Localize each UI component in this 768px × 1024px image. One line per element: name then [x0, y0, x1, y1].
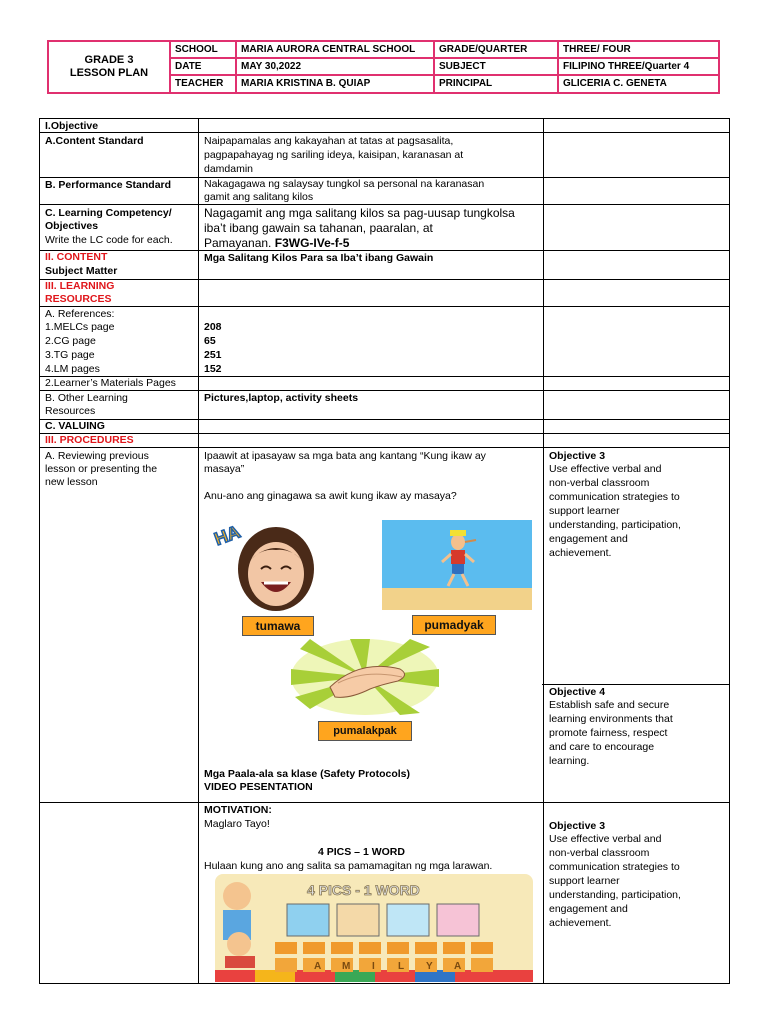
performance-standard-line: Nakagagawa ng salaysay tungkol sa personal na karanasan — [204, 178, 485, 190]
competency-line — [204, 236, 349, 251]
row-line — [40, 390, 729, 391]
objective-3-line: understanding, participation, — [549, 889, 681, 901]
reference-label: 2.CG page — [45, 335, 96, 347]
competency-line: Nagagamit ang mga salitang kilos sa pag-uusap tungkolsa — [204, 206, 515, 220]
game-letter: L — [398, 961, 405, 972]
objective-3-line: communication strategies to — [549, 491, 680, 503]
four-pics-one-word-picture — [215, 874, 533, 982]
laughing-picture — [206, 514, 346, 639]
header-table — [47, 40, 720, 94]
game-letter: A — [454, 961, 462, 972]
motivation-heading: MOTIVATION: — [204, 804, 272, 816]
subject-value: FILIPINO THREE/Quarter 4 — [557, 59, 718, 74]
competency-text: Pamayanan. — [204, 236, 272, 250]
resources-heading: RESOURCES — [45, 293, 112, 305]
lesson-plan-label: LESSON PLAN — [69, 67, 149, 79]
objective-4-line: learning. — [549, 755, 590, 767]
date-value: MAY 30,2022 — [235, 59, 433, 74]
row-line — [40, 433, 729, 434]
principal-key: PRINCIPAL — [433, 76, 557, 93]
content-standard-label: A.Content Standard — [45, 135, 144, 147]
objective-3-line: non-verbal classroom — [549, 847, 650, 859]
game-letter: M — [342, 961, 351, 972]
review-text: Ipaawit at ipasayaw sa mga bata ang kantang “Kung ikaw ay — [204, 450, 486, 462]
performance-standard-label: B. Performance Standard — [45, 179, 172, 191]
motivation-text: Maglaro Tayo! — [204, 818, 270, 830]
objective-3-line: achievement. — [549, 917, 612, 929]
col-divider-2 — [543, 119, 544, 983]
row-line — [40, 802, 729, 803]
pumalakpak-label: pumalakpak — [318, 721, 412, 741]
reference-label: 4.LM pages — [45, 363, 100, 375]
school-value: MARIA AURORA CENTRAL SCHOOL — [235, 42, 433, 57]
other-resources-label: B. Other Learning — [45, 392, 128, 404]
safety-protocols: Mga Paala-ala sa klase (Safety Protocols) — [204, 768, 411, 780]
stomping-picture — [382, 520, 532, 638]
row-line — [542, 684, 729, 685]
objective-3-line: Use effective verbal and — [549, 463, 662, 475]
reference-label: 1.MELCs page — [45, 321, 115, 333]
game-board-icon — [215, 874, 533, 982]
row-line — [40, 204, 729, 205]
objective-3-line: Use effective verbal and — [549, 833, 662, 845]
subject-matter: Mga Salitang Kilos Para sa Iba’t ibang Gawain — [204, 252, 434, 264]
objective-4-line: promote fairness, respect — [549, 727, 668, 739]
pumadyak-label: pumadyak — [412, 615, 496, 635]
row-line — [40, 306, 729, 307]
review-label: A. Reviewing previous — [45, 450, 149, 462]
clapping-picture — [290, 639, 440, 751]
objective-heading: I.Objective — [45, 120, 99, 132]
teacher-key: TEACHER — [175, 78, 224, 89]
game-letter: A — [314, 961, 322, 972]
date-key: DATE — [175, 61, 202, 72]
procedures-heading: III. PROCEDURES — [45, 434, 134, 446]
review-text: masaya” — [204, 463, 245, 475]
valuing-heading: C. VALUING — [45, 420, 105, 432]
content-heading: II. CONTENT — [45, 251, 108, 263]
grade-label: GRADE 3 — [84, 54, 134, 66]
references-label: A. References: — [45, 308, 115, 320]
grade-quarter-key: GRADE/QUARTER — [433, 42, 557, 57]
game-banner-text: 4 PICS - 1 WORD — [307, 882, 420, 898]
principal-value: GLICERIA C. GENETA — [557, 76, 718, 93]
game-title: 4 PICS – 1 WORD — [318, 846, 405, 858]
objective-4-line: Establish safe and secure — [549, 699, 670, 711]
reference-value: 65 — [204, 335, 216, 347]
game-letter: I — [372, 961, 375, 972]
competency-label: Objectives — [45, 220, 99, 232]
col-divider-1 — [198, 119, 199, 983]
grade-quarter-value: THREE/ FOUR — [557, 42, 718, 57]
lesson-plan-table — [39, 118, 730, 984]
reference-value: 251 — [204, 349, 222, 361]
content-standard-line: damdamin — [204, 163, 254, 175]
header-grid — [171, 42, 718, 92]
reference-label: 3.TG page — [45, 349, 95, 361]
review-label: lesson or presenting the — [45, 463, 158, 475]
competency-note: Write the LC code for each. — [45, 234, 173, 246]
objective-4-line: learning environments that — [549, 713, 673, 725]
header-row-teacher — [171, 76, 718, 93]
school-key: SCHOOL — [175, 44, 218, 55]
header-row-date — [171, 59, 718, 76]
objective-3-line: engagement and — [549, 903, 628, 915]
other-resources-label: Resources — [45, 405, 96, 417]
row-line — [40, 132, 729, 133]
content-standard-line: pagpapahayag ng sariling ideya, kaisipan, karanasan at — [204, 149, 464, 161]
row-line — [40, 250, 729, 251]
competency-label: C. Learning Competency/ — [45, 207, 172, 219]
row-line — [40, 419, 729, 420]
objective-3-line: support learner — [549, 505, 620, 517]
game-letter: Y — [426, 961, 433, 972]
ha-text: HA — [211, 521, 243, 550]
teacher-value: MARIA KRISTINA B. QUIAP — [235, 76, 433, 93]
reference-value: 208 — [204, 321, 222, 333]
competency-line: iba’t ibang gawain sa tahanan, paaralan, at — [204, 221, 433, 235]
objective-4-line: and care to encourage — [549, 741, 655, 753]
objective-4-title: Objective 4 — [549, 686, 606, 698]
learner-materials-label: 2.Learner’s Materials Pages — [45, 377, 176, 389]
header-row-school — [171, 42, 718, 59]
objective-3-title: Objective 3 — [549, 820, 606, 832]
objective-3-line: non-verbal classroom — [549, 477, 650, 489]
other-resources-value: Pictures,laptop, activity sheets — [204, 392, 359, 404]
subject-matter-label: Subject Matter — [45, 265, 118, 277]
tumawa-label: tumawa — [242, 616, 314, 636]
competency-code: F3WG-IVe-f-5 — [274, 236, 350, 250]
subject-key: SUBJECT — [433, 59, 557, 74]
resources-heading: III. LEARNING — [45, 280, 115, 292]
objective-3-line: engagement and — [549, 533, 628, 545]
objective-3-line: understanding, participation, — [549, 519, 681, 531]
row-line — [40, 447, 729, 448]
objective-3-line: support learner — [549, 875, 620, 887]
objective-3-line: communication strategies to — [549, 861, 680, 873]
objective-3-line: achievement. — [549, 547, 612, 559]
game-instruction: Hulaan kung ano ang salita sa pamamagitan ng mga larawan. — [204, 860, 493, 872]
review-label: new lesson — [45, 476, 98, 488]
content-standard-line: Naipapamalas ang kakayahan at tatas at pagsasalita, — [204, 135, 454, 147]
objective-3-title: Objective 3 — [549, 450, 606, 462]
video-presentation: VIDEO PESENTATION — [204, 781, 313, 793]
row-line — [40, 279, 729, 280]
performance-standard-line: gamit ang salitang kilos — [204, 191, 314, 203]
lesson-plan-title — [49, 42, 171, 92]
review-question: Anu-ano ang ginagawa sa awit kung ikaw ay masaya? — [204, 490, 457, 502]
reference-value: 152 — [204, 363, 222, 375]
